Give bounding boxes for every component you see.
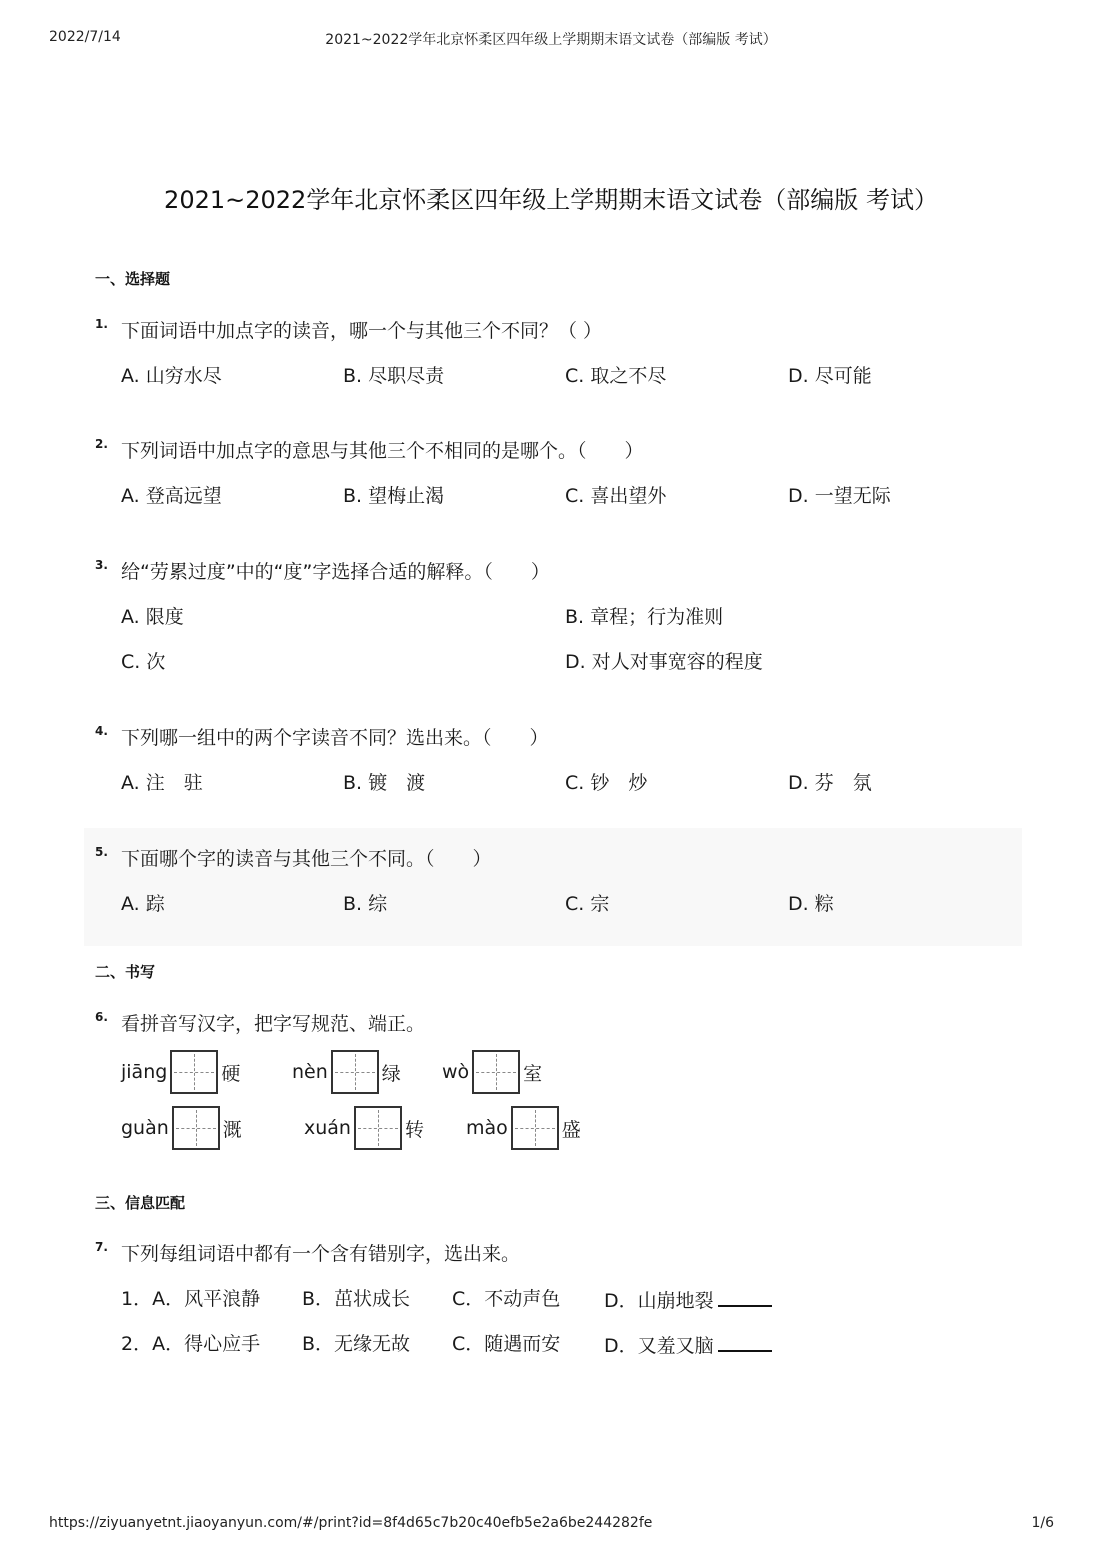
group-option-a: 2．A．得心应手 <box>121 1333 261 1355</box>
question-number: 2. <box>95 437 108 451</box>
hanzi-text: 绿 <box>381 1062 401 1085</box>
question-number: 4. <box>95 724 108 738</box>
group-option-d-with-blank <box>604 1285 772 1315</box>
question-text: 下面哪个字的读音与其他三个不同。（ ） <box>121 848 492 870</box>
pinyin-text: xuán <box>304 1117 351 1139</box>
group-option-c: C．随遇而安 <box>452 1333 561 1355</box>
section-title-writing: 二、书写 <box>95 963 156 981</box>
header-date: 2022/7/14 <box>49 29 121 45</box>
question-text: 给“劳累过度”中的“度”字选择合适的解释。（ ） <box>121 561 550 583</box>
option-c[interactable]: C. 喜出望外 <box>565 485 667 507</box>
hanzi-text: 转 <box>404 1118 424 1141</box>
question-5 <box>95 845 1025 935</box>
option-b[interactable]: B. 望梅止渴 <box>343 485 445 507</box>
question-text: 下列词语中加点字的意思与其他三个不相同的是哪个。（ ） <box>121 440 644 462</box>
pinyin-item <box>121 1105 242 1151</box>
option-d[interactable]: D. 粽 <box>788 893 834 915</box>
footer-url[interactable]: https://ziyuanyetnt.jiaoyanyun.com/#/print?id=8f4d65c7b20c40efb5e2a6be244282fe <box>49 1515 653 1531</box>
writing-box[interactable] <box>170 1050 218 1094</box>
answer-blank[interactable] <box>718 1330 772 1352</box>
option-b[interactable]: B. 综 <box>343 893 388 915</box>
question-3 <box>95 558 1025 693</box>
question-text: 看拼音写汉字，把字写规范、端正。 <box>121 1013 426 1035</box>
group-option-d-with-blank <box>604 1330 772 1360</box>
question-4 <box>95 724 1025 814</box>
option-b[interactable]: B. 镀 渡 <box>343 772 426 794</box>
option-d[interactable]: D. 一望无际 <box>788 485 891 507</box>
option-b[interactable]: B. 尽职尽责 <box>343 365 445 387</box>
pinyin-item <box>292 1049 401 1095</box>
group-option-c: C．不动声色 <box>452 1288 561 1310</box>
option-d[interactable]: D. 尽可能 <box>788 365 872 387</box>
pinyin-text: wò <box>442 1061 470 1083</box>
group-option-a: 1．A．风平浪静 <box>121 1288 261 1310</box>
question-number: 6. <box>95 1010 108 1024</box>
writing-box[interactable] <box>472 1050 520 1094</box>
answer-blank[interactable] <box>718 1285 772 1307</box>
group-option-d: D．山崩地裂 <box>604 1290 714 1312</box>
hanzi-text: 室 <box>523 1062 543 1085</box>
question-number: 5. <box>95 845 108 859</box>
option-b[interactable]: B. 章程；行为准则 <box>565 606 724 628</box>
pinyin-item <box>304 1105 424 1151</box>
option-c[interactable]: C. 钞 炒 <box>565 772 648 794</box>
group-option-b: B．无缘无故 <box>302 1333 411 1355</box>
writing-box[interactable] <box>511 1106 559 1150</box>
pinyin-item <box>466 1105 581 1151</box>
question-text: 下列每组词语中都有一个含有错别字，选出来。 <box>121 1243 521 1265</box>
option-a[interactable]: A. 踪 <box>121 893 165 915</box>
question-number: 7. <box>95 1240 108 1254</box>
writing-box[interactable] <box>354 1106 402 1150</box>
pinyin-text: guàn <box>121 1117 169 1139</box>
question-6 <box>95 1010 1025 1040</box>
pinyin-item <box>121 1049 240 1095</box>
option-d[interactable]: D. 对人对事宽容的程度 <box>565 651 763 673</box>
hanzi-text: 盛 <box>561 1118 581 1141</box>
footer-page-number: 1/6 <box>1031 1515 1054 1531</box>
option-c[interactable]: C. 次 <box>121 651 166 673</box>
option-a[interactable]: A. 登高远望 <box>121 485 222 507</box>
question-text: 下列哪一组中的两个字读音不同？选出来。（ ） <box>121 727 549 749</box>
section-title-choice: 一、选择题 <box>95 270 171 288</box>
group-option-d: D．又羞又脑 <box>604 1335 714 1357</box>
option-c[interactable]: C. 取之不尽 <box>565 365 667 387</box>
hanzi-text: 溉 <box>222 1118 242 1141</box>
writing-box[interactable] <box>172 1106 220 1150</box>
section-title-matching: 三、信息匹配 <box>95 1194 186 1212</box>
question-7 <box>95 1240 1025 1270</box>
writing-box[interactable] <box>331 1050 379 1094</box>
option-a[interactable]: A. 注 驻 <box>121 772 203 794</box>
question-text: 下面词语中加点字的读音，哪一个与其他三个不同？（ ） <box>121 320 603 342</box>
option-d[interactable]: D. 芬 氛 <box>788 772 872 794</box>
hanzi-text: 硬 <box>221 1062 241 1085</box>
pinyin-text: nèn <box>292 1061 328 1083</box>
page-title: 2021~2022学年北京怀柔区四年级上学期期末语文试卷（部编版 考试） <box>164 186 938 214</box>
question-number: 3. <box>95 558 108 572</box>
option-a[interactable]: A. 山穷水尽 <box>121 365 222 387</box>
group-option-b: B．茁状成长 <box>302 1288 411 1310</box>
option-c[interactable]: C. 宗 <box>565 893 610 915</box>
question-2 <box>95 437 1025 527</box>
pinyin-text: jiāng <box>121 1061 168 1083</box>
question-1 <box>95 317 1025 407</box>
option-a[interactable]: A. 限度 <box>121 606 184 628</box>
question-number: 1. <box>95 317 108 331</box>
pinyin-item <box>442 1049 542 1095</box>
pinyin-text: mào <box>466 1117 508 1139</box>
header-title: 2021~2022学年北京怀柔区四年级上学期期末语文试卷（部编版 考试） <box>325 32 777 48</box>
